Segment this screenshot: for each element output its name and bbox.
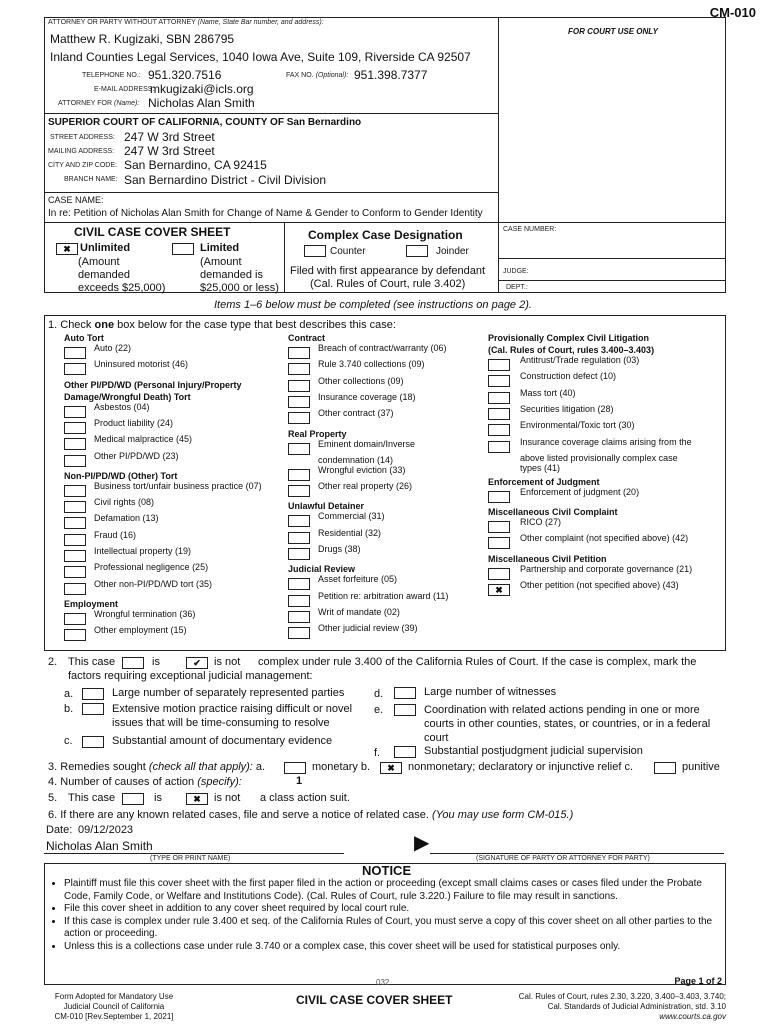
footer-title: CIVIL CASE COVER SHEET xyxy=(296,993,453,1007)
case-type-label: Mass tort (40) xyxy=(520,387,576,398)
date-label: Date: xyxy=(46,824,73,836)
asbestos-checkbox[interactable] xyxy=(64,406,86,418)
breach-of-contract-warranty-checkbox[interactable] xyxy=(288,347,310,359)
item2-f-label: f. xyxy=(374,747,381,759)
stamp-number: 032 xyxy=(376,978,390,987)
item2-d-label: d. xyxy=(374,688,384,700)
item2-c-checkbox[interactable] xyxy=(82,736,104,748)
case-type-label: RICO (27) xyxy=(520,517,562,528)
page-number: Page 1 of 2 xyxy=(674,976,722,986)
item5-rest: a class action suit. xyxy=(260,792,350,804)
item2-is-label: is xyxy=(152,656,160,668)
monetary-checkbox[interactable] xyxy=(284,762,306,774)
item2-this-case: This case xyxy=(68,656,116,668)
case-type-heading: Miscellaneous Civil Petition xyxy=(488,553,607,564)
item5-is-not-label: is not xyxy=(214,792,241,804)
filed-line-2: (Cal. Rules of Court, rule 3.402) xyxy=(310,278,466,290)
case-type-heading: Damage/Wrongful Death) Tort xyxy=(64,391,191,402)
other-collections-checkbox[interactable] xyxy=(288,380,310,392)
case-type-label: Insurance coverage claims arising from the xyxy=(520,436,692,447)
environmental-toxic-tort-checkbox[interactable] xyxy=(488,424,510,436)
rico-checkbox[interactable] xyxy=(488,521,510,533)
fax-field[interactable]: 951.398.7377 xyxy=(354,68,428,82)
notice-list xyxy=(50,878,728,953)
punitive-checkbox[interactable] xyxy=(654,762,676,774)
case-type-heading: Unlawful Detainer xyxy=(288,501,365,512)
case-type-label: Enforcement of judgment (20) xyxy=(520,486,640,497)
case-type-label: Medical malpractice (45) xyxy=(94,434,193,445)
item2-is-not-label: is not xyxy=(214,656,241,668)
notice-title: NOTICE xyxy=(362,863,412,878)
case-type-label: above listed provisionally complex case xyxy=(520,452,678,463)
case-type-label: Petition re: arbitration award (11) xyxy=(318,590,449,601)
other-pi-pd-wd-checkbox[interactable] xyxy=(64,455,86,467)
securities-litigation-checkbox[interactable] xyxy=(488,408,510,420)
product-liability-checkbox[interactable] xyxy=(64,422,86,434)
item2-f-text: Substantial postjudgment judicial supervision xyxy=(424,745,643,757)
item2-f-checkbox[interactable] xyxy=(394,746,416,758)
case-type-heading: Judicial Review xyxy=(288,564,356,575)
dept-label: DEPT.: xyxy=(506,284,528,291)
item6-text: 6. If there are any known related cases, file and serve a notice of related case. (You may use form CM-015.) xyxy=(48,809,574,821)
item2-a-checkbox[interactable] xyxy=(82,688,104,700)
auto-checkbox[interactable] xyxy=(64,347,86,359)
wrongful-eviction-checkbox[interactable] xyxy=(288,469,310,481)
notice-item: • Unless this is a collections case under rule 3.740 or a complex case, this cover sheet will be used for statistical purposes only. xyxy=(64,941,728,954)
street-field[interactable]: 247 W 3rd Street xyxy=(124,130,215,144)
wrongful-termination-checkbox[interactable] xyxy=(64,613,86,625)
email-field[interactable]: mkugizaki@icls.org xyxy=(150,82,254,96)
mass-tort-checkbox[interactable] xyxy=(488,392,510,404)
asset-forfeiture-checkbox[interactable] xyxy=(288,578,310,590)
attorney-name[interactable]: Matthew R. Kugizaki, SBN 286795 xyxy=(50,32,235,46)
date-field[interactable]: 09/12/2023 xyxy=(78,824,134,836)
attorney-for-field[interactable]: Nicholas Alan Smith xyxy=(148,96,255,110)
item2-rest: complex under rule 3.400 of the California Rules of Court. If the case is complex, mark the xyxy=(258,656,697,668)
telephone-label: TELEPHONE NO.: xyxy=(82,72,141,79)
attorney-address[interactable]: Inland Counties Legal Services, 1040 Iowa Ave, Suite 109, Riverside CA 92507 xyxy=(50,50,471,64)
mailing-label: MAILING ADDRESS: xyxy=(48,148,115,155)
item2-line2: factors requiring exceptional judicial management: xyxy=(68,670,313,682)
defamation-checkbox[interactable] xyxy=(64,517,86,529)
other-non-pi-pd-wd-tort-checkbox[interactable] xyxy=(64,583,86,595)
item5-is-label: is xyxy=(154,792,162,804)
footer-left: Form Adopted for Mandatory Use Judicial Council of California CM-010 [Rev.September 1, 2021] xyxy=(54,992,174,1021)
item2-a-text: Large number of separately represented parties xyxy=(112,687,345,699)
other-petition-checkbox[interactable]: ✖ xyxy=(488,584,510,596)
case-type-label: types (41) xyxy=(520,462,561,473)
email-label: E-MAIL ADDRESS: xyxy=(94,86,155,93)
case-type-label: Civil rights (08) xyxy=(94,497,155,508)
eminent-domain-inverse-checkbox[interactable] xyxy=(288,443,310,455)
drugs-checkbox[interactable] xyxy=(288,548,310,560)
other-complaint-checkbox[interactable] xyxy=(488,537,510,549)
counter-label: Counter xyxy=(330,246,366,257)
city-label: CITY AND ZIP CODE: xyxy=(48,162,117,169)
item5-is-not-checkbox[interactable]: ✖ xyxy=(186,793,208,805)
footer-right: Cal. Rules of Court, rules 2.30, 3.220, 3.400–3.403, 3.740; Cal. Standards of Judicial Administration, std. 3.10 www.courts.ca.gov xyxy=(518,992,726,1021)
case-type-label: Environmental/Toxic tort (30) xyxy=(520,420,635,431)
case-type-label: Other petition (not specified above) (43) xyxy=(520,580,679,590)
case-type-label: Eminent domain/Inverse xyxy=(318,438,416,449)
punitive-label: punitive xyxy=(682,761,720,773)
item2-a-label: a. xyxy=(64,688,74,700)
other-employment-checkbox[interactable] xyxy=(64,629,86,641)
case-type-heading: Real Property xyxy=(288,428,347,439)
case-type-label: condemnation (14) xyxy=(318,454,394,465)
item2-e-checkbox[interactable] xyxy=(394,704,416,716)
case-type-label: Fraud (16) xyxy=(94,529,137,540)
case-type-label: Wrongful termination (36) xyxy=(94,608,196,619)
case-type-heading: Provisionally Complex Civil Litigation xyxy=(488,333,650,343)
street-label: STREET ADDRESS: xyxy=(50,134,115,141)
case-number-label: CASE NUMBER: xyxy=(503,226,557,233)
case-type-heading: Miscellaneous Civil Complaint xyxy=(488,507,618,518)
partnership-and-corporate-governance-checkbox[interactable] xyxy=(488,568,510,580)
case-type-label: Wrongful eviction (33) xyxy=(318,464,406,475)
notice-item: • File this cover sheet in addition to any cover sheet required by local court rule. xyxy=(64,903,728,916)
item2-is-not-checkbox[interactable]: ✔ xyxy=(186,657,208,669)
instructions: Items 1–6 below must be completed (see instructions on page 2). xyxy=(214,299,532,311)
enforcement-of-judgment-checkbox[interactable] xyxy=(488,491,510,503)
civil-rights-checkbox[interactable] xyxy=(64,501,86,513)
type-name-label: (TYPE OR PRINT NAME) xyxy=(150,855,231,862)
case-type-label: Residential (32) xyxy=(318,527,382,538)
item2-e-label: e. xyxy=(374,704,384,716)
item2-d-text: Large number of witnesses xyxy=(424,686,557,698)
attorney-label: ATTORNEY OR PARTY WITHOUT ATTORNEY (Name, State Bar number, and address): xyxy=(48,19,324,26)
item4-text: 4. Number of causes of action (specify): xyxy=(48,776,242,788)
item5-is-checkbox[interactable] xyxy=(122,793,144,805)
case-type-label: Commercial (31) xyxy=(318,511,385,522)
notice-item: • Plaintiff must file this cover sheet with the first paper filed in the action or proceeding (except small claims cases or cases filed under the Probate Code, Family Code, or Welfare and Institutions Code). (Cal. Rules of Court, rule 3.220.) Failure to file may result in sanctions. xyxy=(64,878,728,903)
limited-checkbox[interactable] xyxy=(172,243,194,255)
complex-title: Complex Case Designation xyxy=(308,228,463,242)
case-type-label: Rule 3.740 collections (09) xyxy=(318,359,425,370)
item2-c-text: Substantial amount of documentary evidence xyxy=(112,735,333,747)
fraud-checkbox[interactable] xyxy=(64,534,86,546)
case-type-heading: Enforcement of Judgment xyxy=(488,476,600,487)
uninsured-motorist-checkbox[interactable] xyxy=(64,363,86,375)
item2-b-text: Extensive motion practice raising difficult or novel issues that will be time-consuming to resolve xyxy=(112,703,353,729)
limited-desc: (Amount demanded is $25,000 or less) xyxy=(200,256,279,294)
case-type-label: Breach of contract/warranty (06) xyxy=(318,343,447,353)
item1-text: 1. Check one box below for the case type that best describes this case: xyxy=(48,319,396,331)
insurance-coverage-claims-arising-from-the-checkbox[interactable] xyxy=(488,441,510,453)
signature-arrow-icon: ▶ xyxy=(414,832,430,854)
residential-checkbox[interactable] xyxy=(288,532,310,544)
nonmonetary-checkbox[interactable]: ✖ xyxy=(380,762,402,774)
monetary-label: monetary b. xyxy=(312,761,371,773)
fax-label: FAX NO. (Optional): xyxy=(286,72,349,79)
case-type-heading: Non-PI/PD/WD (Other) Tort xyxy=(64,470,178,481)
item2-e-text: Coordination with related actions pending in one or more courts in other counties, states, or countries, or in a federal court xyxy=(424,704,711,744)
court-title: SUPERIOR COURT OF CALIFORNIA, COUNTY OF San Bernardino xyxy=(48,117,362,128)
case-type-label: Other PI/PD/WD (23) xyxy=(94,450,179,461)
case-type-label: Asset forfeiture (05) xyxy=(318,574,398,585)
case-type-heading: Employment xyxy=(64,598,119,609)
commercial-checkbox[interactable] xyxy=(288,515,310,527)
joinder-checkbox[interactable] xyxy=(406,245,428,257)
medical-malpractice-checkbox[interactable] xyxy=(64,438,86,450)
construction-defect-checkbox[interactable] xyxy=(488,375,510,387)
case-type-label: Construction defect (10) xyxy=(520,371,617,382)
case-type-label: Uninsured motorist (46) xyxy=(94,359,189,370)
unlimited-checkbox[interactable]: ✖ xyxy=(56,243,78,255)
case-type-heading: Auto Tort xyxy=(64,333,104,343)
case-type-label: Other contract (37) xyxy=(318,408,394,419)
printed-name-field[interactable]: Nicholas Alan Smith xyxy=(46,839,153,853)
item2-num: 2. xyxy=(48,656,58,668)
rule-3-740-collections-checkbox[interactable] xyxy=(288,363,310,375)
other-judicial-review-checkbox[interactable] xyxy=(288,627,310,639)
unlimited-label: Unlimited xyxy=(80,242,131,254)
case-type-label: Other complaint (not specified above) (42) xyxy=(520,533,689,544)
limited-label: Limited xyxy=(200,242,240,254)
notice-item: • If this case is complex under rule 3.400 et seq. of the California Rules of Court, you must serve a copy of this cover sheet on all other parties to the action or proceeding. xyxy=(64,916,728,941)
professional-negligence-checkbox[interactable] xyxy=(64,566,86,578)
case-type-label: Other judicial review (39) xyxy=(318,623,418,634)
case-type-label: Other real property (26) xyxy=(318,481,413,492)
causes-of-action-field[interactable]: 1 xyxy=(296,775,303,787)
cover-title: CIVIL CASE COVER SHEET xyxy=(74,225,231,239)
counter-checkbox[interactable] xyxy=(304,245,326,257)
case-type-label: Writ of mandate (02) xyxy=(318,606,400,617)
case-type-label: Other collections (09) xyxy=(318,375,404,386)
other-real-property-checkbox[interactable] xyxy=(288,485,310,497)
item2-d-checkbox[interactable] xyxy=(394,687,416,699)
case-type-heading: Contract xyxy=(288,333,326,343)
telephone-field[interactable]: 951.320.7516 xyxy=(148,68,222,82)
case-type-label: Antitrust/Trade regulation (03) xyxy=(520,355,640,365)
case-type-heading: Other PI/PD/WD (Personal Injury/Property xyxy=(64,379,242,390)
insurance-coverage-checkbox[interactable] xyxy=(288,396,310,408)
item2-b-label: b. xyxy=(64,703,74,715)
city-field[interactable]: San Bernardino, CA 92415 xyxy=(124,158,267,172)
item5-this-case: This case xyxy=(68,792,116,804)
form-id: CM-010 xyxy=(709,5,756,20)
item2-c-label: c. xyxy=(64,735,73,747)
antitrust-trade-regulation-checkbox[interactable] xyxy=(488,359,510,371)
case-name-label: CASE NAME: xyxy=(48,195,104,205)
case-type-label: Auto (22) xyxy=(94,343,132,353)
case-type-label: Product liability (24) xyxy=(94,417,174,428)
item3-text: 3. Remedies sought (check all that apply): a. xyxy=(48,761,266,773)
judge-label: JUDGE: xyxy=(503,268,529,275)
petition-re-arbitration-award-checkbox[interactable] xyxy=(288,595,310,607)
court-use-only-label: FOR COURT USE ONLY xyxy=(568,27,658,36)
attorney-for-label: ATTORNEY FOR (Name): xyxy=(58,100,140,107)
case-type-label: Partnership and corporate governance (21) xyxy=(520,563,693,574)
case-type-label: Insurance coverage (18) xyxy=(318,391,416,402)
case-type-label: Business tort/unfair business practice (07) xyxy=(94,480,262,491)
branch-field[interactable]: San Bernardino District - Civil Division xyxy=(124,173,327,187)
case-type-label: Intellectual property (19) xyxy=(94,546,192,556)
intellectual-property-checkbox[interactable] xyxy=(64,550,86,562)
case-type-label: Asbestos (04) xyxy=(94,401,150,412)
case-type-label: Other non-PI/PD/WD tort (35) xyxy=(94,578,213,589)
other-contract-checkbox[interactable] xyxy=(288,412,310,424)
branch-label: BRANCH NAME: xyxy=(64,176,118,183)
nonmonetary-label: nonmonetary; declaratory or injunctive relief c. xyxy=(408,761,634,773)
item2-is-checkbox[interactable] xyxy=(122,657,144,669)
case-type-label: Securities litigation (28) xyxy=(520,403,614,414)
mailing-field[interactable]: 247 W 3rd Street xyxy=(124,144,215,158)
signature-label: (SIGNATURE OF PARTY OR ATTORNEY FOR PARTY) xyxy=(476,855,650,862)
case-name-field[interactable]: In re: Petition of Nicholas Alan Smith for Change of Name & Gender to Conform to Gender Identity xyxy=(48,208,483,219)
joinder-label: Joinder xyxy=(436,246,469,257)
business-tort-unfair-business-practice-checkbox[interactable] xyxy=(64,485,86,497)
case-type-label: Professional negligence (25) xyxy=(94,562,209,573)
item5-num: 5. xyxy=(48,792,58,804)
case-type-label: Other employment (15) xyxy=(94,625,187,636)
item2-b-checkbox[interactable] xyxy=(82,703,104,715)
filed-line-1: Filed with first appearance by defendant xyxy=(290,265,486,277)
case-type-label: Defamation (13) xyxy=(94,513,159,524)
unlimited-desc: (Amount demanded exceeds $25,000) xyxy=(78,256,166,294)
case-type-heading: (Cal. Rules of Court, rules 3.400–3.403) xyxy=(488,345,655,355)
case-type-label: Drugs (38) xyxy=(318,544,361,554)
writ-of-mandate-checkbox[interactable] xyxy=(288,611,310,623)
